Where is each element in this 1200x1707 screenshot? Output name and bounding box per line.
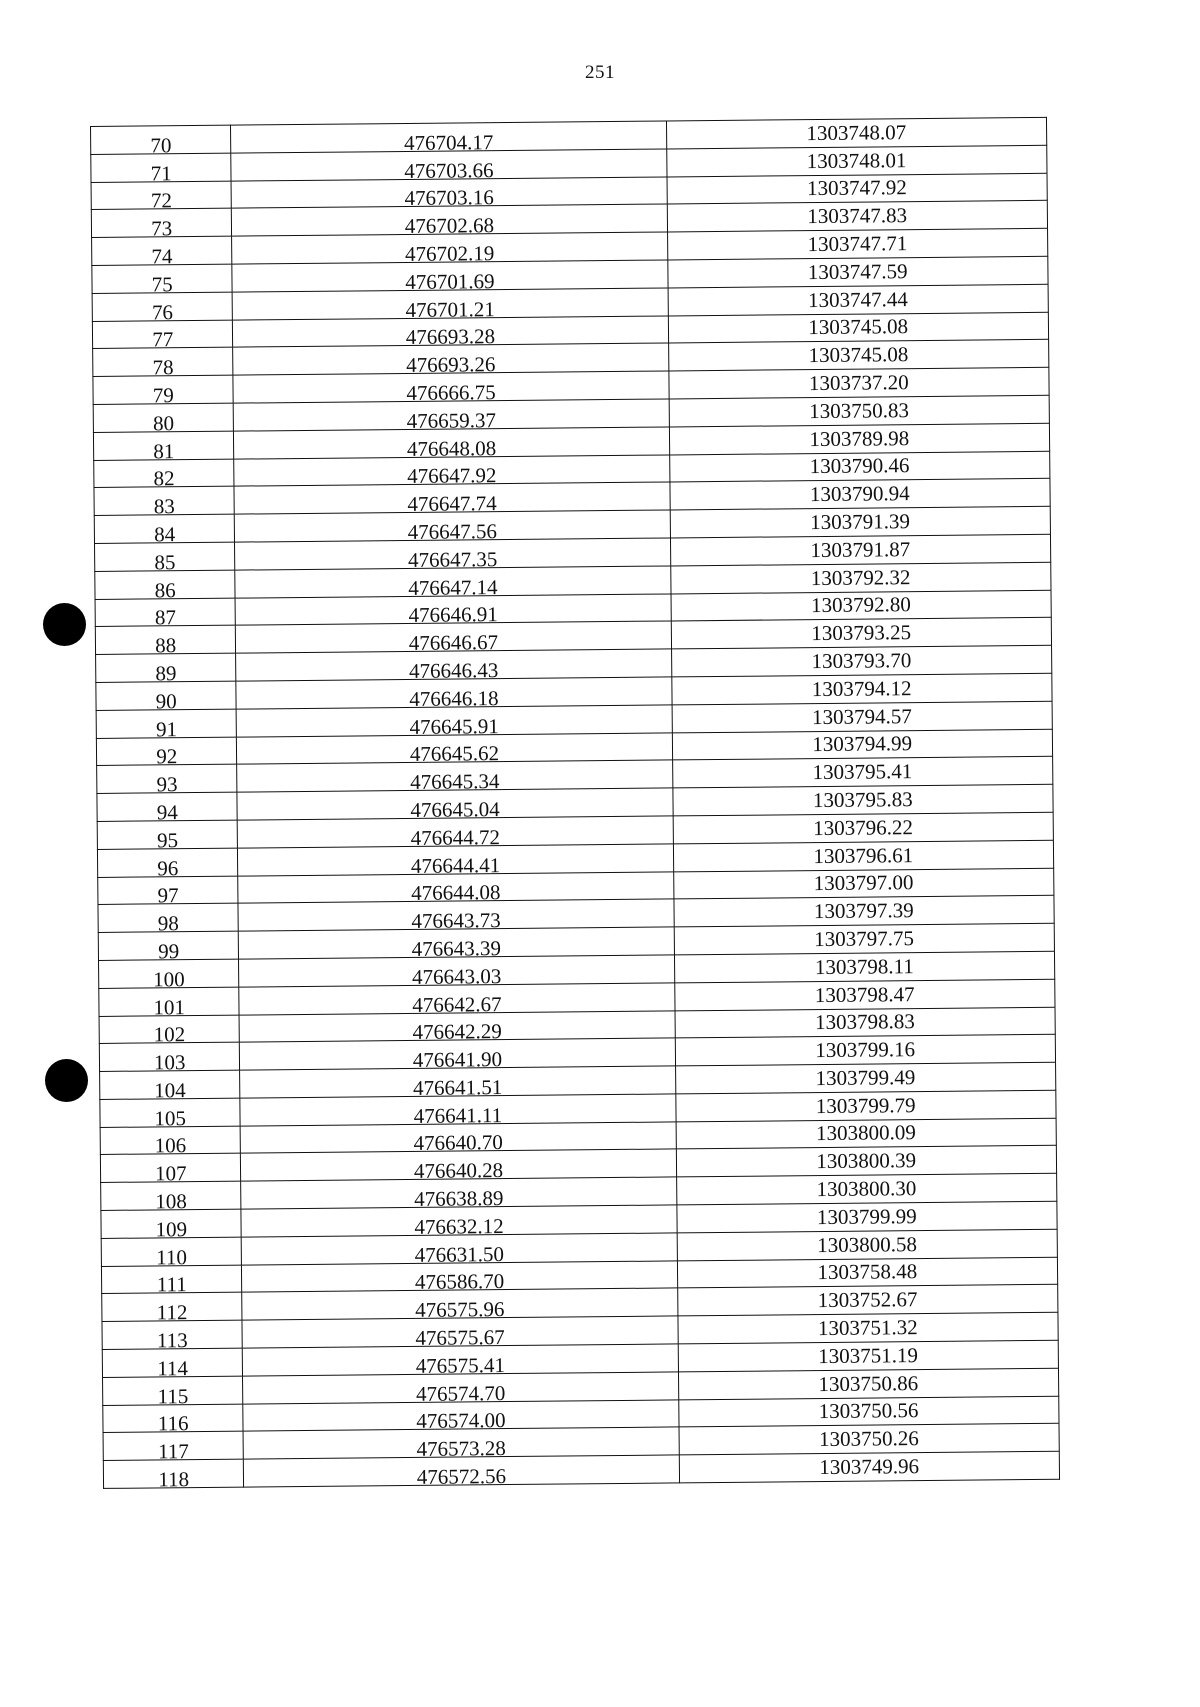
x-coordinate-cell-text: 476646.18	[409, 685, 499, 711]
y-coordinate-cell-text: 1303800.30	[816, 1176, 917, 1202]
y-coordinate-cell-text: 1303789.98	[809, 425, 910, 451]
punch-hole-top	[43, 603, 86, 646]
point-number-cell	[100, 1070, 241, 1103]
x-coordinate-cell-text: 476643.73	[411, 908, 501, 934]
y-coordinate-cell	[678, 1368, 1059, 1399]
point-number-cell	[94, 486, 235, 519]
point-number-cell	[96, 681, 237, 714]
x-coordinate-cell-text: 476647.92	[407, 463, 497, 489]
y-coordinate-cell-text: 1303752.67	[817, 1287, 918, 1313]
x-coordinate-cell-text: 476647.14	[408, 574, 498, 600]
point-number-cell	[92, 236, 233, 269]
y-coordinate-cell-text: 1303791.39	[810, 509, 911, 535]
x-coordinate-cell-text: 476645.34	[410, 769, 500, 795]
point-number-cell	[103, 1376, 244, 1409]
point-number-cell-text: 99	[158, 939, 180, 964]
page-number: 251	[585, 62, 615, 83]
point-number-cell-text: 88	[155, 633, 177, 658]
y-coordinate-cell-text: 1303745.08	[808, 342, 909, 368]
point-number-cell-text: 80	[152, 410, 175, 436]
point-number-cell-text: 104	[154, 1078, 186, 1103]
point-number-cell	[93, 403, 234, 436]
x-coordinate-cell-text: 476640.28	[413, 1158, 504, 1184]
x-coordinate-cell-text: 476638.89	[414, 1186, 504, 1212]
x-coordinate-cell-text: 476572.56	[416, 1464, 507, 1489]
x-coordinate-cell-text: 476643.39	[411, 935, 502, 961]
point-number-cell-text: 111	[156, 1272, 187, 1297]
y-coordinate-cell-text: 1303796.22	[813, 814, 914, 840]
y-coordinate-cell-text: 1303748.01	[806, 147, 907, 173]
point-number-cell	[93, 348, 234, 380]
y-coordinate-cell	[674, 951, 1055, 982]
x-coordinate-cell-text: 476575.96	[415, 1297, 505, 1323]
point-number-cell-text: 112	[156, 1300, 188, 1325]
point-number-cell-text: 101	[153, 994, 186, 1019]
y-coordinate-cell	[676, 1201, 1057, 1232]
y-coordinate-cell-text: 1303798.11	[814, 953, 914, 979]
y-coordinate-cell-text: 1303796.61	[813, 842, 914, 868]
x-coordinate-cell-text: 476701.21	[405, 296, 495, 322]
y-coordinate-cell	[670, 562, 1051, 593]
y-coordinate-cell-text: 1303799.49	[815, 1065, 916, 1090]
x-coordinate-cell-text: 476659.37	[406, 407, 497, 433]
y-coordinate-cell	[676, 1146, 1057, 1177]
x-coordinate-cell-text: 476642.29	[412, 1019, 502, 1045]
x-coordinate-cell-text: 476586.70	[414, 1269, 505, 1295]
point-number-cell-text: 73	[151, 216, 173, 241]
x-coordinate-cell-text: 476666.75	[406, 380, 496, 405]
y-coordinate-cell-text: 1303800.58	[817, 1231, 918, 1257]
y-coordinate-cell-text: 1303794.57	[811, 703, 912, 729]
y-coordinate-cell-text: 1303798.83	[814, 1009, 915, 1035]
y-coordinate-cell	[669, 451, 1050, 482]
y-coordinate-cell-text: 1303794.12	[811, 675, 912, 701]
y-coordinate-cell	[668, 312, 1049, 343]
point-number-cell-text: 83	[153, 494, 175, 519]
y-coordinate-cell	[669, 395, 1050, 426]
y-coordinate-cell	[673, 868, 1054, 899]
point-number-cell	[91, 125, 232, 158]
point-number-cell	[102, 1320, 243, 1353]
y-coordinate-cell-text: 1303795.83	[812, 787, 913, 813]
point-number-cell-text: 82	[153, 466, 175, 491]
y-coordinate-cell-text: 1303799.99	[816, 1203, 917, 1229]
point-number-cell-text: 106	[154, 1133, 187, 1158]
point-number-cell	[103, 1432, 244, 1464]
y-coordinate-cell-text: 1303797.39	[813, 898, 914, 924]
x-coordinate-cell-text: 476703.66	[404, 157, 494, 183]
y-coordinate-cell-text: 1303799.79	[815, 1092, 916, 1118]
x-coordinate-cell-text: 476644.08	[411, 880, 501, 906]
point-number-cell-text: 79	[152, 383, 174, 408]
x-coordinate-cell-text: 476693.28	[405, 324, 496, 350]
point-number-cell-text: 105	[154, 1105, 187, 1131]
y-coordinate-cell	[667, 256, 1048, 287]
coordinates-table-container	[90, 117, 1060, 1492]
y-coordinate-cell	[678, 1396, 1059, 1427]
point-number-cell	[102, 1293, 243, 1325]
point-number-cell-text: 96	[157, 855, 179, 880]
point-number-cell-text: 98	[157, 911, 179, 936]
point-number-cell	[101, 1181, 242, 1214]
point-number-cell-text: 114	[157, 1355, 189, 1381]
y-coordinate-cell-text: 1303750.26	[818, 1426, 919, 1452]
point-number-cell	[95, 542, 236, 575]
y-coordinate-cell	[672, 701, 1053, 732]
y-coordinate-cell-text: 1303797.75	[814, 926, 915, 951]
x-coordinate-cell-text: 476703.16	[404, 185, 494, 211]
y-coordinate-cell-text: 1303800.09	[815, 1120, 916, 1146]
point-number-cell-text: 90	[155, 688, 177, 714]
point-number-cell	[101, 1209, 242, 1242]
point-number-cell	[99, 1042, 240, 1075]
y-coordinate-cell	[672, 784, 1053, 815]
y-coordinate-cell	[671, 618, 1052, 649]
x-coordinate-cell-text: 476647.74	[407, 491, 497, 517]
y-coordinate-cell-text: 1303750.83	[809, 397, 910, 423]
x-coordinate-cell-text: 476631.50	[414, 1241, 505, 1267]
point-number-cell	[101, 1237, 242, 1270]
point-number-cell	[99, 959, 240, 992]
x-coordinate-cell-text: 476647.35	[407, 546, 498, 572]
y-coordinate-cell	[671, 673, 1052, 704]
point-number-cell-text: 70	[150, 133, 172, 158]
y-coordinate-cell-text: 1303750.56	[818, 1398, 919, 1424]
point-number-cell-text: 110	[156, 1244, 188, 1270]
point-number-cell-text: 93	[156, 772, 178, 797]
x-coordinate-cell-text: 476646.91	[408, 602, 498, 628]
y-coordinate-cell	[674, 979, 1055, 1010]
point-number-cell-text: 107	[154, 1161, 187, 1186]
punch-hole-bottom	[45, 1059, 88, 1102]
y-coordinate-cell-text: 1303798.47	[814, 981, 915, 1007]
y-coordinate-cell	[667, 201, 1048, 232]
point-number-cell	[100, 1154, 241, 1186]
y-coordinate-cell	[677, 1257, 1058, 1288]
point-number-cell	[97, 764, 238, 797]
x-coordinate-cell-text: 476648.08	[406, 435, 497, 461]
y-coordinate-cell-text: 1303790.94	[809, 481, 910, 507]
point-number-cell-text: 92	[156, 744, 178, 769]
x-coordinate-cell-text: 476646.67	[408, 630, 499, 656]
y-coordinate-cell-text: 1303751.32	[817, 1315, 918, 1341]
point-number-cell-text: 94	[156, 800, 178, 825]
y-coordinate-cell-text: 1303749.96	[819, 1454, 920, 1480]
y-coordinate-cell-text: 1303758.48	[817, 1259, 918, 1285]
x-coordinate-cell-text: 476574.70	[415, 1380, 506, 1406]
point-number-cell-text: 103	[153, 1050, 186, 1075]
y-coordinate-cell	[666, 117, 1047, 148]
point-number-cell-text: 108	[155, 1189, 187, 1214]
y-coordinate-cell	[670, 534, 1051, 565]
point-number-cell-text: 89	[155, 661, 177, 686]
point-number-cell	[102, 1348, 243, 1381]
y-coordinate-cell-text: 1303737.20	[808, 370, 909, 396]
x-coordinate-cell-text: 476645.62	[409, 741, 500, 767]
point-number-cell-text: 71	[150, 160, 172, 186]
y-coordinate-cell	[670, 506, 1051, 537]
y-coordinate-cell-text: 1303793.25	[811, 620, 912, 646]
point-number-cell-text: 115	[157, 1383, 189, 1409]
point-number-cell-text: 72	[150, 188, 173, 213]
y-coordinate-cell	[673, 896, 1054, 927]
x-coordinate-cell-text: 476644.72	[410, 824, 501, 850]
y-coordinate-cell-text: 1303751.19	[818, 1342, 919, 1368]
x-coordinate-cell-text: 476701.69	[405, 268, 495, 294]
x-coordinate-cell-text: 476645.04	[410, 797, 500, 822]
y-coordinate-cell-text: 1303797.00	[813, 870, 914, 896]
point-number-cell	[103, 1459, 244, 1492]
x-coordinate-cell-text: 476702.19	[404, 241, 495, 266]
point-number-cell	[94, 514, 235, 547]
point-number-cell-text: 76	[151, 299, 174, 324]
point-number-cell-text: 77	[152, 327, 174, 352]
x-coordinate-cell-text: 476704.17	[403, 129, 494, 155]
x-coordinate-cell-text: 476643.03	[411, 963, 502, 989]
y-coordinate-cell	[675, 1090, 1056, 1121]
y-coordinate-cell-text: 1303747.44	[807, 286, 908, 312]
y-coordinate-cell	[676, 1174, 1057, 1205]
x-coordinate-cell-text: 476575.67	[415, 1325, 505, 1350]
y-coordinate-cell	[674, 923, 1055, 954]
point-number-cell	[93, 375, 234, 408]
point-number-cell	[91, 209, 232, 241]
x-coordinate-cell-text: 476644.41	[410, 852, 501, 878]
y-coordinate-cell-text: 1303745.08	[808, 314, 909, 340]
point-number-cell-text: 84	[154, 522, 176, 547]
y-coordinate-cell	[667, 229, 1048, 260]
point-number-cell	[100, 1098, 241, 1131]
y-coordinate-cell	[677, 1285, 1058, 1316]
y-coordinate-cell-text: 1303747.83	[807, 203, 908, 229]
y-coordinate-cell	[668, 367, 1049, 398]
x-coordinate-cell-text: 476642.67	[412, 991, 502, 1017]
x-coordinate-cell-text: 476640.70	[413, 1130, 503, 1156]
y-coordinate-cell-text: 1303799.16	[815, 1037, 916, 1063]
x-coordinate-cell-text: 476641.51	[412, 1074, 503, 1100]
x-coordinate-cell	[231, 121, 666, 153]
y-coordinate-cell-text: 1303747.71	[807, 231, 908, 257]
y-coordinate-cell	[673, 840, 1054, 871]
y-coordinate-cell	[675, 1062, 1056, 1093]
y-coordinate-cell	[669, 423, 1050, 454]
x-coordinate-cell-text: 476693.26	[406, 352, 496, 378]
coordinates-table	[90, 117, 1060, 1492]
y-coordinate-cell	[676, 1118, 1057, 1149]
y-coordinate-cell-text: 1303748.07	[806, 119, 907, 145]
y-coordinate-cell-text: 1303795.41	[812, 759, 913, 785]
y-coordinate-cell	[672, 729, 1053, 760]
y-coordinate-cell	[671, 645, 1052, 676]
y-coordinate-cell	[679, 1452, 1060, 1483]
point-number-cell-text: 78	[152, 355, 174, 380]
coordinates-table-body	[91, 117, 1060, 1492]
x-coordinate-cell-text: 476702.68	[404, 213, 495, 239]
y-coordinate-cell	[669, 479, 1050, 510]
y-coordinate-cell	[678, 1340, 1059, 1371]
y-coordinate-cell-text: 1303747.59	[807, 258, 908, 284]
y-coordinate-cell	[668, 340, 1049, 371]
y-coordinate-cell	[668, 284, 1049, 315]
point-number-cell	[97, 820, 238, 853]
point-number-cell-text: 87	[154, 605, 177, 630]
point-number-cell	[92, 264, 233, 297]
x-coordinate-cell-text: 476645.91	[409, 713, 499, 739]
point-number-cell	[98, 903, 239, 936]
y-coordinate-cell-text: 1303794.99	[812, 731, 913, 757]
point-number-cell-text: 74	[151, 244, 173, 269]
point-number-cell	[97, 792, 238, 825]
point-number-cell-text: 113	[156, 1328, 188, 1353]
point-number-cell-text: 85	[154, 549, 176, 575]
y-coordinate-cell	[675, 1035, 1056, 1066]
point-number-cell	[95, 625, 236, 658]
y-coordinate-cell-text: 1303747.92	[806, 175, 907, 201]
y-coordinate-cell-text: 1303800.39	[816, 1148, 917, 1174]
point-number-cell	[98, 931, 239, 964]
y-coordinate-cell	[677, 1313, 1058, 1344]
point-number-cell-text: 116	[157, 1411, 189, 1436]
y-coordinate-cell	[672, 757, 1053, 788]
point-number-cell-text: 75	[151, 271, 173, 297]
point-number-cell-text: 81	[153, 438, 175, 463]
point-number-cell-text: 102	[153, 1022, 186, 1047]
x-coordinate-cell-text: 476632.12	[414, 1213, 504, 1239]
x-coordinate-cell-text: 476573.28	[416, 1436, 506, 1462]
point-number-cell-text: 86	[154, 577, 176, 602]
y-coordinate-cell-text: 1303792.80	[810, 592, 911, 618]
y-coordinate-cell-text: 1303793.70	[811, 648, 912, 674]
y-coordinate-cell	[677, 1229, 1058, 1260]
x-coordinate-cell-text: 476647.56	[407, 519, 498, 544]
x-coordinate-cell-text: 476641.11	[413, 1102, 503, 1128]
point-number-cell-text: 117	[157, 1439, 189, 1464]
x-coordinate-cell-text: 476575.41	[415, 1352, 506, 1378]
point-number-cell-text: 100	[153, 966, 185, 992]
point-number-cell-text: 97	[157, 883, 179, 908]
y-coordinate-cell-text: 1303790.46	[809, 453, 910, 479]
y-coordinate-cell	[675, 1007, 1056, 1038]
y-coordinate-cell	[673, 812, 1054, 843]
point-number-cell-text: 109	[155, 1216, 188, 1242]
y-coordinate-cell	[679, 1424, 1060, 1455]
y-coordinate-cell-text: 1303750.86	[818, 1370, 919, 1396]
point-number-cell-text: 95	[156, 827, 179, 853]
y-coordinate-cell-text: 1303792.32	[810, 564, 911, 590]
x-coordinate-cell-text: 476641.90	[412, 1047, 503, 1073]
y-coordinate-cell-text: 1303791.87	[810, 536, 911, 562]
x-coordinate-cell-text: 476646.43	[408, 658, 499, 683]
y-coordinate-cell	[667, 173, 1048, 204]
y-coordinate-cell	[671, 590, 1052, 621]
x-coordinate-cell-text: 476574.00	[416, 1408, 506, 1434]
point-number-cell-text: 118	[158, 1467, 190, 1492]
point-number-cell-text: 91	[155, 716, 178, 741]
point-number-cell	[96, 653, 237, 686]
y-coordinate-cell	[666, 145, 1047, 176]
